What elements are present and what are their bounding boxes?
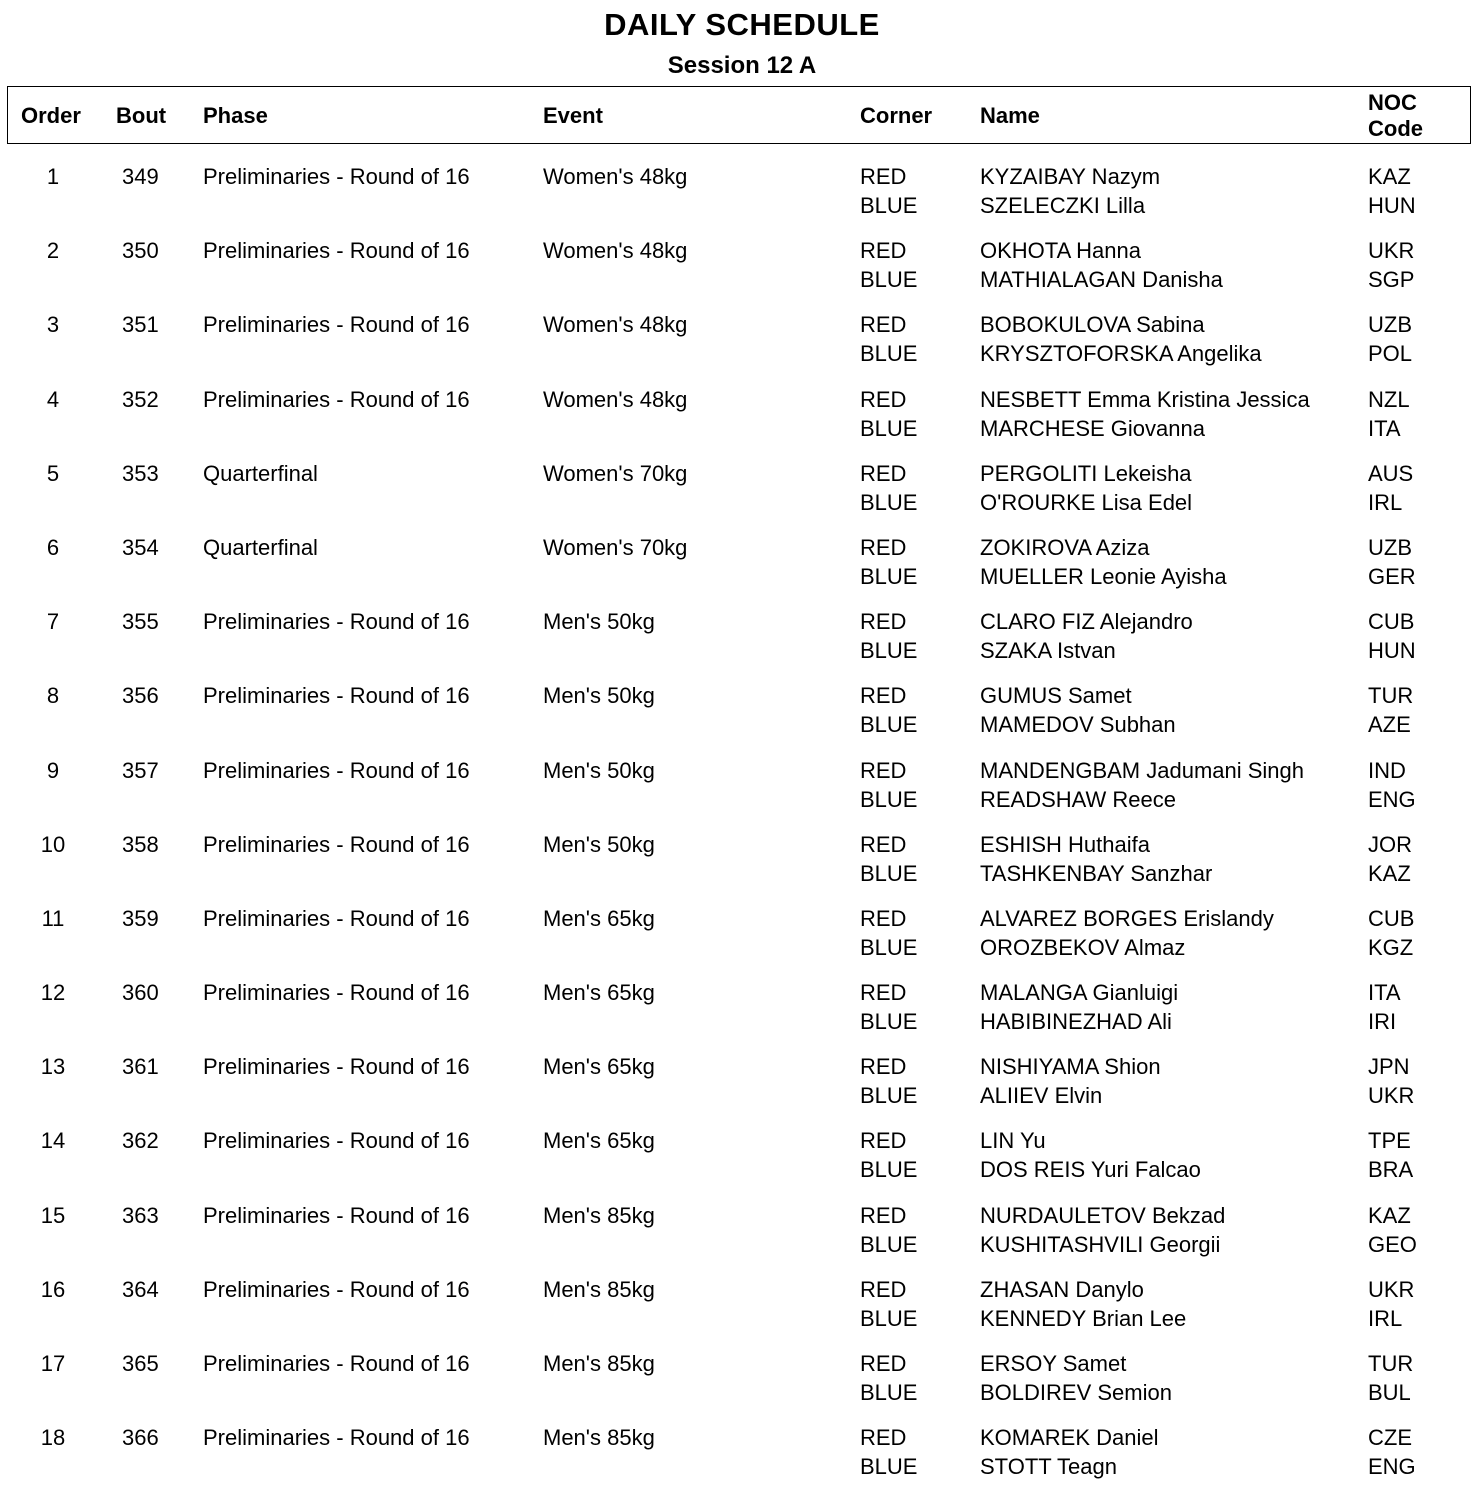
red-corner-cell: RED bbox=[860, 831, 907, 857]
column-header-noc-line2: Code bbox=[1368, 116, 1423, 141]
phase-cell: Quarterfinal bbox=[203, 534, 318, 560]
red-corner-cell: RED bbox=[860, 1276, 907, 1302]
blue-corner-cell: BLUE bbox=[860, 563, 918, 589]
column-header-event: Event bbox=[543, 103, 603, 128]
red-noc-cell: TUR bbox=[1368, 683, 1414, 709]
blue-name-cell: READSHAW Reece bbox=[980, 786, 1177, 812]
blue-corner-cell: BLUE bbox=[860, 1454, 918, 1480]
red-name-cell: LIN Yu bbox=[980, 1128, 1046, 1154]
red-corner-cell: RED bbox=[860, 386, 907, 412]
blue-noc-cell: BRA bbox=[1368, 1157, 1414, 1183]
red-corner-cell: RED bbox=[860, 460, 907, 486]
blue-corner-cell: BLUE bbox=[860, 1231, 918, 1257]
order-cell: 17 bbox=[40, 1351, 66, 1376]
event-cell: Men's 85kg bbox=[543, 1351, 655, 1376]
bout-cell: 350 bbox=[122, 238, 159, 264]
red-noc-cell: UZB bbox=[1368, 312, 1412, 338]
red-name-cell: KOMAREK Daniel bbox=[980, 1425, 1159, 1451]
bout-cell: 355 bbox=[122, 609, 159, 635]
table-row bbox=[0, 1349, 1484, 1423]
red-name-cell: NESBETT Emma Kristina Jessica bbox=[980, 386, 1310, 412]
red-name-cell: NURDAULETOV Bekzad bbox=[980, 1202, 1226, 1228]
blue-corner-cell: BLUE bbox=[860, 860, 918, 886]
red-corner-cell: RED bbox=[860, 683, 907, 709]
event-cell: Women's 70kg bbox=[543, 460, 688, 486]
page-title: DAILY SCHEDULE bbox=[604, 7, 880, 42]
blue-corner-cell: BLUE bbox=[860, 267, 918, 293]
blue-corner-cell: BLUE bbox=[860, 1157, 918, 1183]
blue-noc-cell: ENG bbox=[1368, 1454, 1416, 1480]
phase-cell: Preliminaries - Round of 16 bbox=[203, 609, 470, 635]
event-cell: Men's 85kg bbox=[543, 1425, 655, 1451]
red-corner-cell: RED bbox=[860, 1054, 907, 1080]
table-row bbox=[0, 904, 1484, 978]
blue-corner-cell: BLUE bbox=[860, 193, 918, 218]
table-row bbox=[0, 681, 1484, 755]
column-header-noc bbox=[1368, 90, 1423, 142]
blue-noc-cell: IRL bbox=[1368, 1305, 1403, 1331]
blue-noc-cell: POL bbox=[1368, 341, 1413, 367]
red-corner-cell: RED bbox=[860, 1128, 907, 1154]
red-noc-cell: NZL bbox=[1368, 386, 1410, 412]
red-name-cell: CLARO FIZ Alejandro bbox=[980, 609, 1193, 635]
red-noc-cell: CUB bbox=[1368, 609, 1415, 635]
red-noc-cell: UKR bbox=[1368, 1276, 1415, 1302]
blue-noc-cell: GER bbox=[1368, 563, 1416, 589]
red-noc-cell: AUS bbox=[1368, 460, 1414, 486]
blue-corner-cell: BLUE bbox=[860, 415, 918, 441]
event-cell: Women's 48kg bbox=[543, 386, 688, 412]
red-name-cell: GUMUS Samet bbox=[980, 683, 1132, 709]
event-cell: Women's 48kg bbox=[543, 312, 688, 338]
blue-corner-cell: BLUE bbox=[860, 1380, 918, 1405]
red-noc-cell: ITA bbox=[1368, 980, 1401, 1006]
bout-cell: 365 bbox=[122, 1351, 159, 1376]
event-cell: Women's 48kg bbox=[543, 238, 688, 264]
red-corner-cell: RED bbox=[860, 905, 907, 931]
blue-noc-cell: IRL bbox=[1368, 489, 1403, 515]
blue-noc-cell: KAZ bbox=[1368, 860, 1411, 886]
schedule-rows bbox=[0, 162, 1484, 1497]
bout-cell: 360 bbox=[122, 980, 159, 1006]
blue-name-cell: MUELLER Leonie Ayisha bbox=[980, 563, 1227, 589]
event-cell: Men's 65kg bbox=[543, 980, 655, 1006]
blue-noc-cell: SGP bbox=[1368, 267, 1415, 293]
order-cell: 5 bbox=[46, 460, 60, 486]
blue-name-cell: BOLDIREV Semion bbox=[980, 1380, 1172, 1405]
red-noc-cell: JOR bbox=[1368, 831, 1412, 857]
red-noc-cell: CZE bbox=[1368, 1425, 1412, 1451]
blue-corner-cell: BLUE bbox=[860, 1305, 918, 1331]
red-noc-cell: KAZ bbox=[1368, 1202, 1411, 1228]
event-cell: Men's 85kg bbox=[543, 1276, 655, 1302]
blue-corner-cell: BLUE bbox=[860, 489, 918, 515]
bout-cell: 358 bbox=[122, 831, 159, 857]
red-noc-cell: TPE bbox=[1368, 1128, 1411, 1154]
bout-cell: 357 bbox=[122, 757, 159, 783]
blue-name-cell: TASHKENBAY Sanzhar bbox=[980, 860, 1213, 886]
blue-corner-cell: BLUE bbox=[860, 786, 918, 812]
table-row bbox=[0, 1052, 1484, 1126]
blue-noc-cell: ITA bbox=[1368, 415, 1401, 441]
phase-cell: Preliminaries - Round of 16 bbox=[203, 386, 470, 412]
blue-name-cell: HABIBINEZHAD Ali bbox=[980, 1009, 1172, 1035]
red-corner-cell: RED bbox=[860, 312, 907, 338]
red-name-cell: ESHISH Huthaifa bbox=[980, 831, 1150, 857]
table-row bbox=[0, 1275, 1484, 1349]
phase-cell: Preliminaries - Round of 16 bbox=[203, 312, 470, 338]
red-corner-cell: RED bbox=[860, 1425, 907, 1451]
blue-noc-cell: IRI bbox=[1368, 1009, 1397, 1035]
blue-corner-cell: BLUE bbox=[860, 712, 918, 738]
column-header-noc-line1: NOC bbox=[1368, 90, 1417, 115]
order-cell: 11 bbox=[41, 905, 65, 931]
blue-corner-cell: BLUE bbox=[860, 934, 918, 960]
bout-cell: 349 bbox=[122, 164, 159, 189]
order-cell: 12 bbox=[40, 980, 66, 1006]
red-name-cell: BOBOKULOVA Sabina bbox=[980, 312, 1205, 338]
blue-corner-cell: BLUE bbox=[860, 638, 918, 664]
blue-noc-cell: GEO bbox=[1368, 1231, 1417, 1257]
phase-cell: Preliminaries - Round of 16 bbox=[203, 1202, 470, 1228]
phase-cell: Preliminaries - Round of 16 bbox=[203, 1054, 470, 1080]
table-row bbox=[0, 236, 1484, 310]
blue-corner-cell: BLUE bbox=[860, 341, 918, 367]
table-row bbox=[0, 310, 1484, 384]
order-cell: 2 bbox=[46, 238, 60, 264]
phase-cell: Preliminaries - Round of 16 bbox=[203, 1425, 470, 1451]
red-name-cell: ZHASAN Danylo bbox=[980, 1276, 1144, 1302]
red-noc-cell: IND bbox=[1368, 757, 1406, 783]
order-cell: 6 bbox=[46, 534, 60, 560]
red-corner-cell: RED bbox=[860, 238, 907, 264]
red-noc-cell: UKR bbox=[1368, 238, 1415, 264]
phase-cell: Preliminaries - Round of 16 bbox=[203, 238, 470, 264]
phase-cell: Preliminaries - Round of 16 bbox=[203, 757, 470, 783]
order-cell: 4 bbox=[46, 386, 60, 412]
phase-cell: Preliminaries - Round of 16 bbox=[203, 1128, 470, 1154]
column-header-bout: Bout bbox=[116, 103, 167, 128]
blue-name-cell: OROZBEKOV Almaz bbox=[980, 934, 1186, 960]
blue-name-cell: O'ROURKE Lisa Edel bbox=[980, 489, 1193, 515]
phase-cell: Preliminaries - Round of 16 bbox=[203, 1276, 470, 1302]
bout-cell: 359 bbox=[122, 905, 159, 931]
red-corner-cell: RED bbox=[860, 757, 907, 783]
order-cell: 14 bbox=[40, 1128, 66, 1154]
red-name-cell: ALVAREZ BORGES Erislandy bbox=[980, 905, 1274, 931]
table-row bbox=[0, 756, 1484, 830]
column-header-name: Name bbox=[980, 103, 1040, 128]
table-row bbox=[0, 459, 1484, 533]
bout-cell: 354 bbox=[122, 534, 159, 560]
blue-noc-cell: BUL bbox=[1368, 1380, 1411, 1405]
blue-noc-cell: KGZ bbox=[1368, 934, 1414, 960]
event-cell: Men's 65kg bbox=[543, 1054, 655, 1080]
bout-cell: 363 bbox=[122, 1202, 159, 1228]
blue-noc-cell: HUN bbox=[1368, 638, 1416, 664]
order-cell: 1 bbox=[46, 164, 60, 189]
red-name-cell: ZOKIROVA Aziza bbox=[980, 534, 1150, 560]
bout-cell: 361 bbox=[122, 1054, 159, 1080]
red-corner-cell: RED bbox=[860, 980, 907, 1006]
blue-noc-cell: AZE bbox=[1368, 712, 1411, 738]
order-cell: 3 bbox=[46, 312, 60, 338]
phase-cell: Quarterfinal bbox=[203, 460, 318, 486]
table-row bbox=[0, 162, 1484, 236]
bout-cell: 356 bbox=[122, 683, 159, 709]
blue-name-cell: KRYSZTOFORSKA Angelika bbox=[980, 341, 1262, 367]
order-cell: 15 bbox=[40, 1202, 66, 1228]
blue-name-cell: SZELECZKI Lilla bbox=[980, 193, 1146, 218]
table-row bbox=[0, 1423, 1484, 1497]
blue-name-cell: ALIIEV Elvin bbox=[980, 1083, 1103, 1109]
red-corner-cell: RED bbox=[860, 1351, 907, 1376]
blue-name-cell: KUSHITASHVILI Georgii bbox=[980, 1231, 1221, 1257]
blue-name-cell: MATHIALAGAN Danisha bbox=[980, 267, 1223, 293]
column-header-phase: Phase bbox=[203, 103, 268, 128]
bout-cell: 364 bbox=[122, 1276, 159, 1302]
red-noc-cell: CUB bbox=[1368, 905, 1415, 931]
table-row bbox=[0, 533, 1484, 607]
order-cell: 7 bbox=[46, 609, 60, 635]
event-cell: Men's 85kg bbox=[543, 1202, 655, 1228]
blue-noc-cell: ENG bbox=[1368, 786, 1416, 812]
bout-cell: 353 bbox=[122, 460, 159, 486]
table-row bbox=[0, 1201, 1484, 1275]
red-corner-cell: RED bbox=[860, 534, 907, 560]
phase-cell: Preliminaries - Round of 16 bbox=[203, 683, 470, 709]
table-row bbox=[0, 607, 1484, 681]
phase-cell: Preliminaries - Round of 16 bbox=[203, 831, 470, 857]
table-row bbox=[0, 1126, 1484, 1200]
session-subtitle: Session 12 A bbox=[667, 52, 817, 79]
blue-corner-cell: BLUE bbox=[860, 1083, 918, 1109]
phase-cell: Preliminaries - Round of 16 bbox=[203, 905, 470, 931]
red-noc-cell: JPN bbox=[1368, 1054, 1410, 1080]
bout-cell: 366 bbox=[122, 1425, 159, 1451]
phase-cell: Preliminaries - Round of 16 bbox=[203, 1351, 470, 1376]
blue-noc-cell: UKR bbox=[1368, 1083, 1415, 1109]
blue-name-cell: KENNEDY Brian Lee bbox=[980, 1305, 1187, 1331]
event-cell: Women's 48kg bbox=[543, 164, 688, 189]
red-corner-cell: RED bbox=[860, 609, 907, 635]
order-cell: 16 bbox=[40, 1276, 66, 1302]
event-cell: Women's 70kg bbox=[543, 534, 688, 560]
event-cell: Men's 65kg bbox=[543, 1128, 655, 1154]
bout-cell: 351 bbox=[122, 312, 159, 338]
event-cell: Men's 65kg bbox=[543, 905, 655, 931]
blue-corner-cell: BLUE bbox=[860, 1009, 918, 1035]
order-cell: 13 bbox=[40, 1054, 66, 1080]
event-cell: Men's 50kg bbox=[543, 609, 655, 635]
phase-cell: Preliminaries - Round of 16 bbox=[203, 980, 470, 1006]
blue-name-cell: STOTT Teagn bbox=[980, 1454, 1117, 1480]
event-cell: Men's 50kg bbox=[543, 683, 655, 709]
red-corner-cell: RED bbox=[860, 164, 907, 189]
event-cell: Men's 50kg bbox=[543, 831, 655, 857]
blue-name-cell: SZAKA Istvan bbox=[980, 638, 1116, 664]
red-noc-cell: TUR bbox=[1368, 1351, 1414, 1376]
red-noc-cell: UZB bbox=[1368, 534, 1412, 560]
red-corner-cell: RED bbox=[860, 1202, 907, 1228]
blue-noc-cell: HUN bbox=[1368, 193, 1416, 218]
blue-name-cell: MARCHESE Giovanna bbox=[980, 415, 1205, 441]
table-row bbox=[0, 978, 1484, 1052]
phase-cell: Preliminaries - Round of 16 bbox=[203, 164, 470, 189]
blue-name-cell: DOS REIS Yuri Falcao bbox=[980, 1157, 1201, 1183]
red-name-cell: PERGOLITI Lekeisha bbox=[980, 460, 1192, 486]
table-row bbox=[0, 830, 1484, 904]
red-name-cell: KYZAIBAY Nazym bbox=[980, 164, 1161, 189]
bout-cell: 362 bbox=[122, 1128, 159, 1154]
event-cell: Men's 50kg bbox=[543, 757, 655, 783]
red-name-cell: MANDENGBAM Jadumani Singh bbox=[980, 757, 1305, 783]
order-cell: 9 bbox=[46, 757, 60, 783]
red-name-cell: OKHOTA Hanna bbox=[980, 238, 1141, 264]
order-cell: 18 bbox=[40, 1425, 66, 1451]
column-header-corner: Corner bbox=[860, 103, 933, 128]
column-header-order: Order bbox=[21, 103, 81, 128]
blue-name-cell: MAMEDOV Subhan bbox=[980, 712, 1176, 738]
red-name-cell: ERSOY Samet bbox=[980, 1351, 1127, 1376]
red-name-cell: NISHIYAMA Shion bbox=[980, 1054, 1161, 1080]
red-noc-cell: KAZ bbox=[1368, 164, 1411, 189]
order-cell: 10 bbox=[40, 831, 66, 857]
order-cell: 8 bbox=[46, 683, 60, 709]
bout-cell: 352 bbox=[122, 386, 159, 412]
table-header bbox=[7, 86, 1471, 144]
table-row bbox=[0, 385, 1484, 459]
red-name-cell: MALANGA Gianluigi bbox=[980, 980, 1179, 1006]
